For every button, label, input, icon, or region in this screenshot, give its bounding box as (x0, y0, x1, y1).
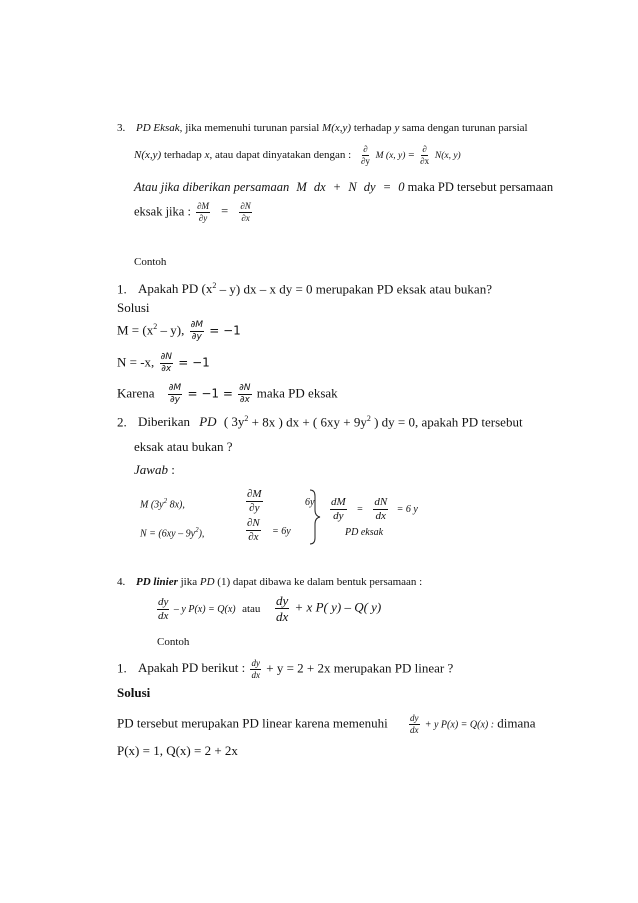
math: PD (199, 576, 215, 588)
superscript: 2 (163, 497, 168, 505)
contoh-label: Contoh (157, 636, 190, 648)
math: x, (204, 149, 213, 162)
sec3-line2 (134, 145, 461, 166)
text: : (171, 462, 175, 477)
ex3-question (117, 659, 453, 680)
partial-fraction: $\frac{\partial N}{\partial x}$ (247, 517, 260, 543)
ex2-dm-val: 6y (305, 497, 315, 508)
equation: ( 3y (223, 414, 245, 430)
item-number: 1. (117, 281, 127, 297)
text: PD tersebut merupakan PD linear karena memenuhi (117, 715, 388, 731)
ex3-result: P(x) = 1, Q(x) = 2 + 2x (117, 743, 238, 758)
math: N(x,y) (134, 149, 162, 162)
math: M (3y (140, 499, 164, 511)
text: maka PD tersebut persamaan (407, 180, 554, 194)
superscript: 2 (244, 414, 249, 423)
ex2-result (328, 497, 418, 522)
value: = −1 (178, 355, 210, 370)
partial-fraction: $\frac{\partial}{\partial y}$ (360, 144, 370, 166)
equals: = (357, 503, 363, 515)
math: ), (198, 528, 205, 540)
text: terhadap (163, 149, 202, 162)
partial-fraction: $\frac{\partial N}{\partial x}$ (160, 352, 172, 374)
equation: – y P(x) = Q(x) (173, 603, 236, 615)
equation: ) dy = 0, apakah PD tersebut (370, 414, 523, 430)
superscript: 2 (153, 322, 158, 332)
text: Diberikan (138, 414, 190, 430)
superscript: 2 (212, 281, 217, 290)
text: – y), (157, 322, 185, 338)
sec4-line1 (117, 576, 422, 588)
math: M (x, y) (375, 151, 406, 162)
text: atau (242, 602, 261, 615)
text: Atau jika diberikan persamaan (134, 180, 290, 194)
right-brace-icon (308, 488, 322, 546)
sec3-line3 (134, 180, 553, 195)
fraction: $\frac{dy}{dx}$ (410, 713, 419, 735)
text: N = -x, (117, 354, 155, 370)
text: sama dengan turunan parsial (402, 122, 528, 134)
item-number: 2. (117, 414, 127, 430)
partial-fraction: $\frac{\partial M}{\partial y}$ (168, 383, 182, 405)
sec4-eq2 (273, 594, 381, 623)
ex2-dn-val: = 6y (272, 526, 291, 537)
fraction: $\frac{dy}{dx}$ (251, 658, 260, 680)
ex1-m-line (117, 321, 241, 342)
ex2-n-def (140, 526, 204, 539)
text: Karena (117, 385, 155, 401)
text: M = (x (117, 322, 154, 338)
text: eksak jika : (134, 204, 191, 219)
equation: M dx + N dy = 0 (296, 180, 405, 194)
superscript: 2 (366, 414, 371, 423)
jawab-label (134, 462, 175, 478)
ex1-n-line (117, 353, 210, 374)
text: Apakah PD (x (138, 281, 213, 297)
math: PD (199, 414, 217, 430)
partial-fraction: $\frac{\partial M}{\partial y}$ (247, 488, 262, 514)
equation: + x P( y) – Q( y) (294, 599, 382, 615)
ex2-result-label: PD eksak (345, 527, 384, 538)
text: (1) dapat dibawa ke dalam bentuk persamaan : (217, 576, 423, 588)
text: jika (180, 576, 198, 588)
item-number: 1. (117, 660, 127, 676)
ex2-m-def (140, 497, 185, 510)
math: y (394, 122, 400, 134)
math: N = (6xy – 9y (140, 528, 196, 540)
ex3-solution (117, 714, 536, 735)
text: jika memenuhi turunan parsial (185, 122, 320, 134)
text: terhadap (353, 122, 392, 134)
text: dimana (497, 715, 536, 731)
equation: + y P(x) = Q(x) : (424, 719, 495, 731)
text: Apakah PD berikut : (138, 660, 246, 676)
term-pd-eksak: PD Eksak, (136, 122, 183, 134)
value: = −1 = (187, 386, 233, 401)
ex2-dm-dy (244, 489, 265, 514)
text: Jawab (134, 462, 168, 477)
partial-fraction: $\frac{\partial M}{\partial y}$ (190, 320, 203, 342)
text: maka PD eksak (256, 385, 338, 401)
math: N(x, y) (434, 151, 461, 162)
math: 8x), (167, 499, 185, 511)
ex1-question (117, 281, 492, 297)
value: = −1 (209, 323, 241, 338)
contoh-label: Contoh (134, 256, 167, 268)
item-number: 3. (117, 122, 126, 134)
ex2-dn-dx (244, 518, 263, 543)
value: = 6 y (396, 503, 418, 515)
partial-fraction: $\frac{\partial}{\partial x}$ (420, 144, 430, 166)
partial-fraction: $\frac{\partial M}{\partial y}$ (197, 201, 210, 223)
text: + y = 2 + 2x merupakan PD linear ? (266, 660, 454, 676)
fraction: $\frac{dy}{dx}$ (158, 596, 169, 622)
partial-fraction: $\frac{\partial N}{\partial x}$ (240, 201, 251, 223)
equation: + 8x ) dx + ( 6xy + 9y (248, 414, 367, 430)
sec3-line1 (117, 122, 528, 134)
sec4-eq1 (155, 597, 260, 622)
fraction: $\frac{dM}{dy}$ (331, 496, 346, 522)
equals: = (408, 149, 415, 162)
solusi-label: Solusi (117, 685, 151, 700)
text: atau dapat dinyatakan dengan : (214, 149, 352, 162)
term-pd-linier: PD linier (136, 576, 178, 588)
equals: = (221, 204, 229, 219)
solusi-label: Solusi (117, 300, 150, 315)
ex2-question (117, 414, 523, 430)
ex1-karena-line (117, 384, 338, 405)
item-number: 4. (117, 576, 126, 588)
partial-fraction: $\frac{\partial N}{\partial x}$ (239, 383, 251, 405)
fraction: $\frac{dN}{dx}$ (374, 496, 388, 522)
sec3-line4 (134, 202, 254, 223)
superscript: 2 (195, 526, 199, 534)
text: – y) dx – x dy = 0 merupakan PD eksak atau bukan? (216, 281, 492, 297)
ex2-question-line2: eksak atau bukan ? (134, 439, 233, 454)
math: M(x,y) (322, 122, 352, 134)
fraction: $\frac{dy}{dx}$ (276, 593, 289, 624)
